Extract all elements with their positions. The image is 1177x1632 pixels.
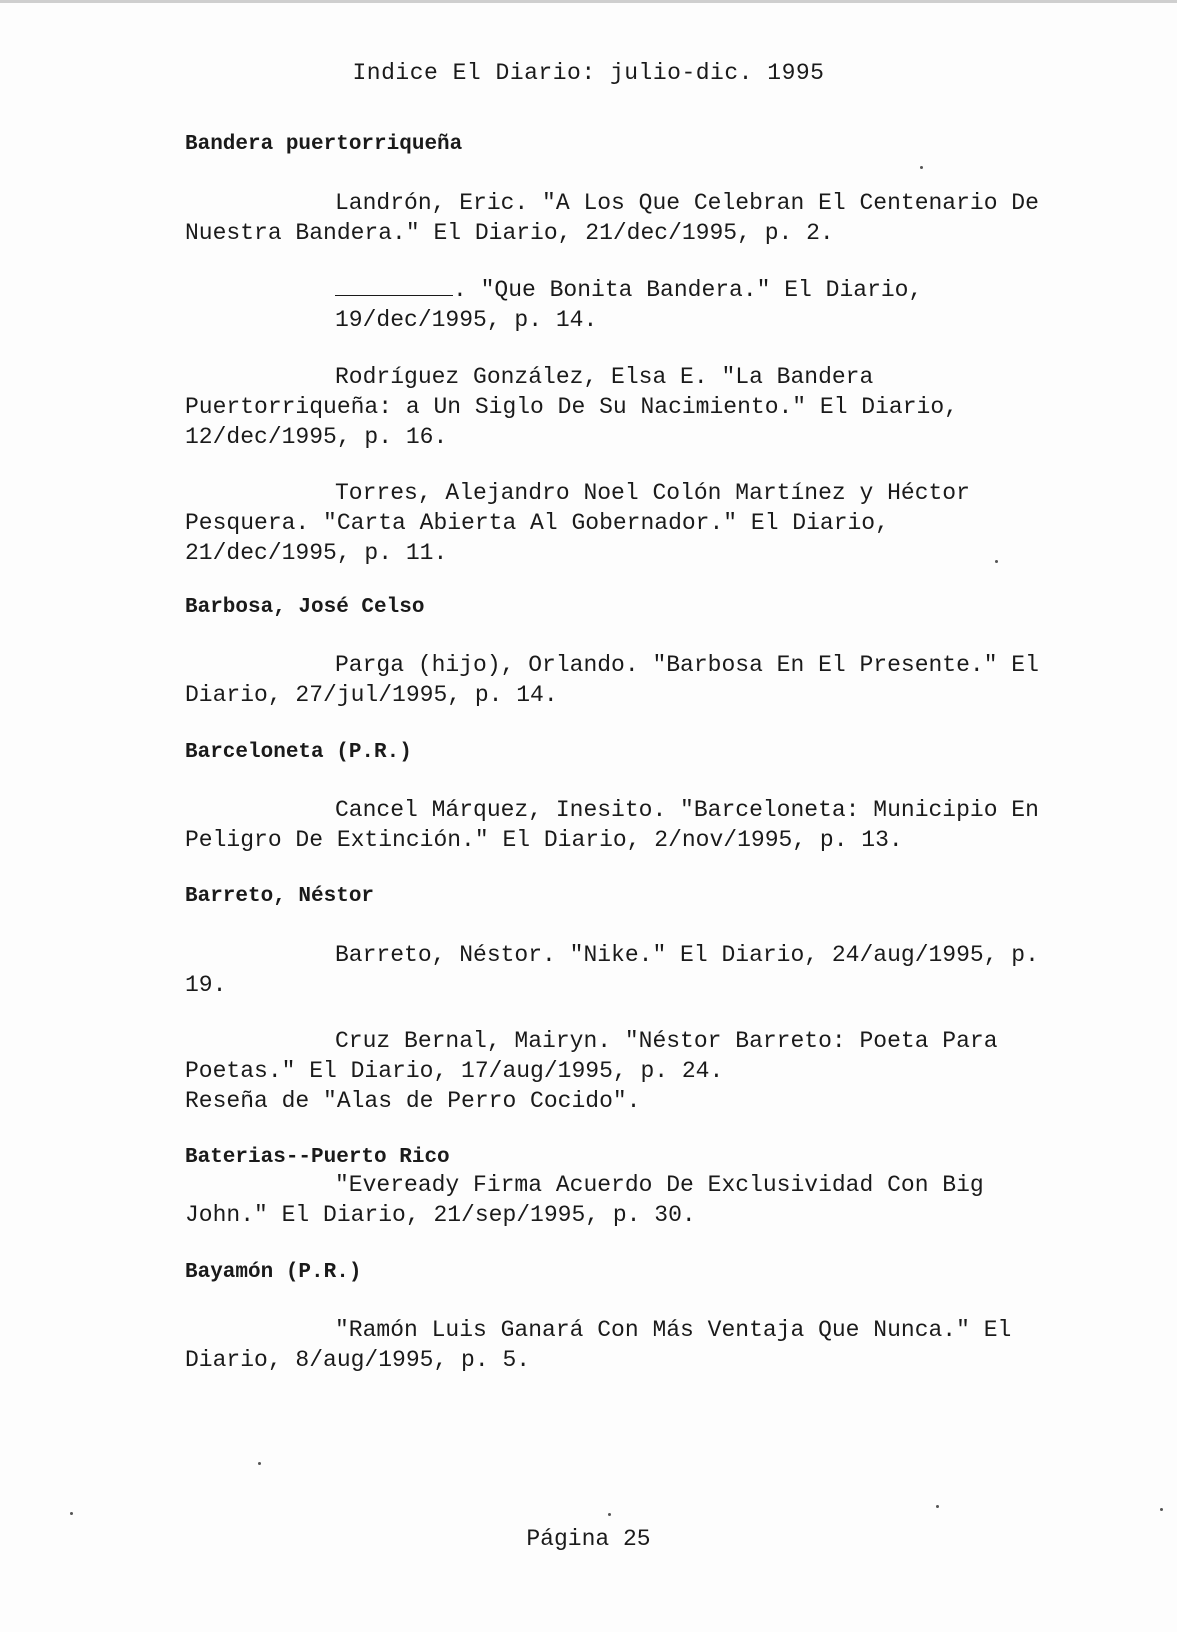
index-entry: "Eveready Firma Acuerdo De Exclusividad Con Big John." El Diario, 21/sep/1995, p. 30. xyxy=(185,1172,984,1228)
scan-speck xyxy=(995,560,998,563)
scan-top-edge xyxy=(0,0,1177,3)
entry-note: Reseña de "Alas de Perro Cocido". xyxy=(185,1088,641,1114)
scan-speck xyxy=(70,1512,73,1515)
scan-speck xyxy=(936,1505,939,1508)
index-entry xyxy=(185,275,1065,335)
section-heading: Barceloneta (P.R.) xyxy=(185,741,412,764)
index-entry: Landrón, Eric. "A Los Que Celebran El Centenario De Nuestra Bandera." El Diario, 21/dec/1995, p. 2. xyxy=(185,190,1039,246)
index-entry: Parga (hijo), Orlando. "Barbosa En El Presente." El Diario, 27/jul/1995, p. 14. xyxy=(185,652,1039,708)
index-entry: Rodríguez González, Elsa E. "La Bandera Puertorriqueña: a Un Siglo De Su Nacimiento." El Diario, 12/dec/1995, p. 16. xyxy=(185,364,958,450)
page-header: Indice El Diario: julio-dic. 1995 xyxy=(352,60,825,86)
scan-speck xyxy=(920,166,923,169)
scan-speck xyxy=(258,1462,261,1465)
index-entry: Barreto, Néstor. "Nike." El Diario, 24/aug/1995, p. 19. xyxy=(185,942,1039,998)
index-entry: Cruz Bernal, Mairyn. "Néstor Barreto: Poeta Para Poetas." El Diario, 17/aug/1995, p. 24. xyxy=(185,1028,998,1084)
section-heading: Barbosa, José Celso xyxy=(185,596,425,619)
index-entry: Cancel Márquez, Inesito. "Barceloneta: Municipio En Peligro De Extinción." El Diario, 2/nov/1995, p. 13. xyxy=(185,797,1039,853)
repeated-author-line xyxy=(335,275,453,296)
section-heading: Barreto, Néstor xyxy=(185,885,375,908)
section-heading: Bayamón (P.R.) xyxy=(185,1261,362,1284)
entry-text: . "Que Bonita Bandera." El Diario, 19/dec/1995, p. 14. xyxy=(335,277,923,333)
scan-speck xyxy=(608,1513,611,1516)
scan-speck xyxy=(1160,1508,1163,1511)
index-entry: Torres, Alejandro Noel Colón Martínez y Héctor Pesquera. "Carta Abierta Al Gobernador." El Diario, 21/dec/1995, p. 11. xyxy=(185,480,970,566)
page-number: Página 25 xyxy=(526,1526,651,1552)
index-section xyxy=(185,130,1065,160)
section-heading: Bandera puertorriqueña xyxy=(185,133,463,156)
index-entry: "Ramón Luis Ganará Con Más Ventaja Que Nunca." El Diario, 8/aug/1995, p. 5. xyxy=(185,1317,1012,1373)
section-heading: Baterias--Puerto Rico xyxy=(185,1146,450,1169)
